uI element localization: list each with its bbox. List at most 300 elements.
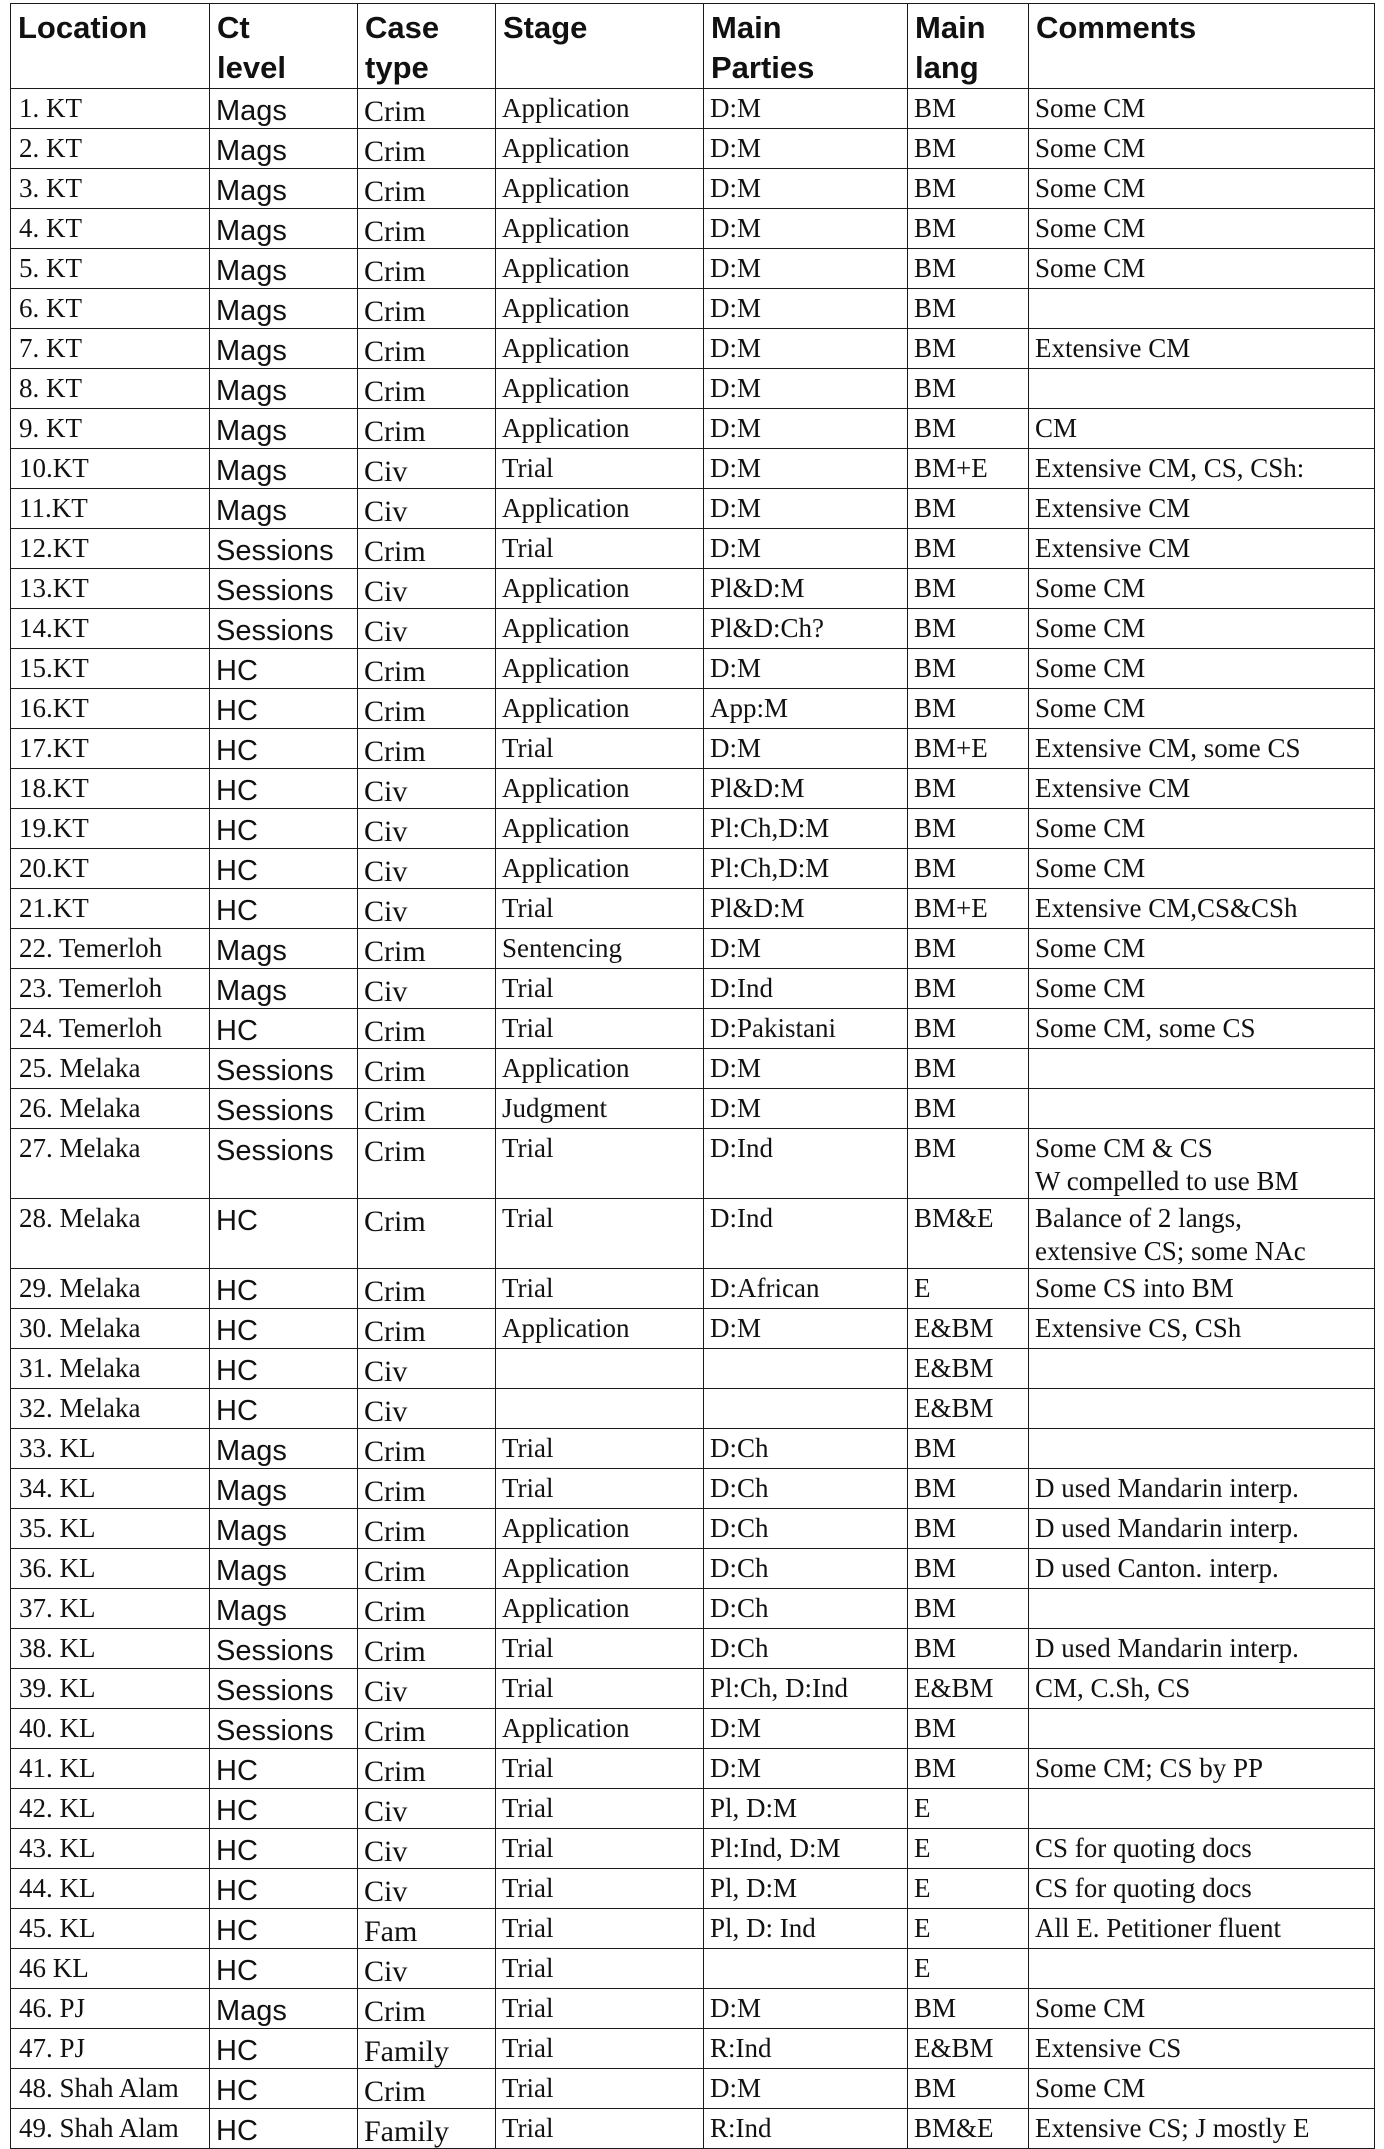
stage-cell: Trial xyxy=(496,889,704,929)
main-parties-cell: D:Ind xyxy=(704,1199,908,1269)
main-language-cell: BM xyxy=(908,689,1029,729)
stage-cell: Trial xyxy=(496,449,704,489)
main-language-cell: BM xyxy=(908,929,1029,969)
case-type-cell: Crim xyxy=(358,1629,496,1669)
location-cell: 27. Melaka xyxy=(11,1129,210,1199)
court-level-cell: HC xyxy=(210,689,358,729)
table-body xyxy=(11,89,1375,2149)
case-type-cell: Crim xyxy=(358,689,496,729)
court-level-cell: Sessions xyxy=(210,1709,358,1749)
location-cell: 43. KL xyxy=(11,1829,210,1869)
main-language-cell: E xyxy=(908,1909,1029,1949)
case-type-cell: Crim xyxy=(358,209,496,249)
location-cell: 25. Melaka xyxy=(11,1049,210,1089)
court-level-cell: Mags xyxy=(210,129,358,169)
comments-cell: Some CM xyxy=(1029,569,1375,609)
stage-cell: Application xyxy=(496,89,704,129)
comments-cell xyxy=(1029,1589,1375,1629)
table-row xyxy=(11,1749,1375,1789)
case-type-cell: Crim xyxy=(358,1509,496,1549)
location-cell: 32. Melaka xyxy=(11,1389,210,1429)
case-type-cell: Crim xyxy=(358,369,496,409)
table-row xyxy=(11,209,1375,249)
location-cell: 22. Temerloh xyxy=(11,929,210,969)
stage-cell: Application xyxy=(496,329,704,369)
main-language-cell: BM xyxy=(908,1549,1029,1589)
comments-cell: Some CM xyxy=(1029,689,1375,729)
main-parties-cell: Pl, D:M xyxy=(704,1869,908,1909)
main-parties-cell xyxy=(704,1349,908,1389)
court-level-cell: Sessions xyxy=(210,1129,358,1199)
stage-cell: Trial xyxy=(496,1469,704,1509)
court-level-cell: HC xyxy=(210,889,358,929)
comments-cell: Some CM & CS W compelled to use BM xyxy=(1029,1129,1375,1199)
table-row xyxy=(11,1989,1375,2029)
comments-cell: Some CM xyxy=(1029,89,1375,129)
comments-cell: Extensive CM,CS&CSh xyxy=(1029,889,1375,929)
column-header-stage: Stage xyxy=(496,4,704,89)
table-row xyxy=(11,569,1375,609)
main-language-cell: BM xyxy=(908,329,1029,369)
location-cell: 42. KL xyxy=(11,1789,210,1829)
court-level-cell: Mags xyxy=(210,1509,358,1549)
comments-cell: Some CM; CS by PP xyxy=(1029,1749,1375,1789)
location-cell: 45. KL xyxy=(11,1909,210,1949)
location-cell: 1. KT xyxy=(11,89,210,129)
location-cell: 5. KT xyxy=(11,249,210,289)
table-row xyxy=(11,689,1375,729)
comments-cell: Extensive CS, CSh xyxy=(1029,1309,1375,1349)
main-parties-cell: D:M xyxy=(704,1309,908,1349)
stage-cell: Application xyxy=(496,649,704,689)
main-language-cell: BM xyxy=(908,369,1029,409)
stage-cell: Trial xyxy=(496,1669,704,1709)
case-type-cell: Civ xyxy=(358,889,496,929)
comments-cell: Some CM, some CS xyxy=(1029,1009,1375,1049)
court-level-cell: HC xyxy=(210,2109,358,2149)
comments-cell xyxy=(1029,1429,1375,1469)
main-language-cell: BM xyxy=(908,89,1029,129)
case-type-cell: Family xyxy=(358,2029,496,2069)
main-parties-cell: Pl:Ind, D:M xyxy=(704,1829,908,1869)
main-parties-cell: D:M xyxy=(704,169,908,209)
main-language-cell: BM xyxy=(908,569,1029,609)
court-level-cell: Mags xyxy=(210,329,358,369)
main-language-cell: BM xyxy=(908,1749,1029,1789)
location-cell: 21.KT xyxy=(11,889,210,929)
court-level-cell: Mags xyxy=(210,489,358,529)
stage-cell: Trial xyxy=(496,1199,704,1269)
table-row xyxy=(11,609,1375,649)
comments-cell: D used Mandarin interp. xyxy=(1029,1509,1375,1549)
case-type-cell: Crim xyxy=(358,289,496,329)
comments-cell: Some CM xyxy=(1029,1989,1375,2029)
main-parties-cell: D:Ch xyxy=(704,1549,908,1589)
stage-cell: Application xyxy=(496,1549,704,1589)
stage-cell: Application xyxy=(496,1509,704,1549)
case-type-cell: Fam xyxy=(358,1909,496,1949)
main-parties-cell: D:M xyxy=(704,1749,908,1789)
table-row xyxy=(11,2109,1375,2149)
location-cell: 46 KL xyxy=(11,1949,210,1989)
table-row xyxy=(11,1869,1375,1909)
comments-cell xyxy=(1029,1389,1375,1429)
comments-cell: Some CM xyxy=(1029,209,1375,249)
main-parties-cell: D:M xyxy=(704,249,908,289)
comments-cell: Extensive CM, some CS xyxy=(1029,729,1375,769)
case-type-cell: Civ xyxy=(358,1789,496,1829)
comments-cell: Some CM xyxy=(1029,969,1375,1009)
location-cell: 2. KT xyxy=(11,129,210,169)
comments-cell xyxy=(1029,1789,1375,1829)
stage-cell: Application xyxy=(496,289,704,329)
main-language-cell: BM xyxy=(908,289,1029,329)
stage-cell: Application xyxy=(496,249,704,289)
header-row xyxy=(11,4,1375,89)
main-parties-cell: D:M xyxy=(704,449,908,489)
main-parties-cell: Pl:Ch,D:M xyxy=(704,809,908,849)
comments-cell xyxy=(1029,1089,1375,1129)
main-parties-cell: D:M xyxy=(704,929,908,969)
stage-cell: Application xyxy=(496,1709,704,1749)
case-type-cell: Civ xyxy=(358,849,496,889)
table-row xyxy=(11,129,1375,169)
main-language-cell: BM xyxy=(908,969,1029,1009)
comments-cell: All E. Petitioner fluent xyxy=(1029,1909,1375,1949)
main-language-cell: BM&E xyxy=(908,2109,1029,2149)
case-type-cell: Crim xyxy=(358,2069,496,2109)
main-parties-cell: D:M xyxy=(704,409,908,449)
case-type-cell: Crim xyxy=(358,529,496,569)
stage-cell: Trial xyxy=(496,1269,704,1309)
comments-cell: CS for quoting docs xyxy=(1029,1829,1375,1869)
location-cell: 29. Melaka xyxy=(11,1269,210,1309)
stage-cell: Trial xyxy=(496,1429,704,1469)
court-level-cell: Mags xyxy=(210,1989,358,2029)
case-type-cell: Crim xyxy=(358,1589,496,1629)
comments-cell: Some CM xyxy=(1029,609,1375,649)
main-parties-cell: D:Ch xyxy=(704,1509,908,1549)
table-row xyxy=(11,2069,1375,2109)
main-language-cell: BM xyxy=(908,529,1029,569)
main-language-cell: BM xyxy=(908,129,1029,169)
location-cell: 13.KT xyxy=(11,569,210,609)
court-level-cell: HC xyxy=(210,1269,358,1309)
table-row xyxy=(11,1389,1375,1429)
main-parties-cell: D:Ind xyxy=(704,969,908,1009)
location-cell: 41. KL xyxy=(11,1749,210,1789)
table-row xyxy=(11,1349,1375,1389)
main-language-cell: BM xyxy=(908,1989,1029,2029)
comments-cell: Some CM xyxy=(1029,849,1375,889)
case-type-cell: Civ xyxy=(358,609,496,649)
comments-cell: Extensive CM, CS, CSh: xyxy=(1029,449,1375,489)
comments-cell: Some CM xyxy=(1029,169,1375,209)
location-cell: 33. KL xyxy=(11,1429,210,1469)
main-language-cell: BM xyxy=(908,169,1029,209)
case-type-cell: Crim xyxy=(358,169,496,209)
location-cell: 14.KT xyxy=(11,609,210,649)
main-parties-cell: D:M xyxy=(704,1049,908,1089)
court-level-cell: Mags xyxy=(210,409,358,449)
main-parties-cell: Pl:Ch, D:Ind xyxy=(704,1669,908,1709)
stage-cell: Trial xyxy=(496,529,704,569)
location-cell: 16.KT xyxy=(11,689,210,729)
stage-cell: Application xyxy=(496,849,704,889)
location-cell: 8. KT xyxy=(11,369,210,409)
location-cell: 3. KT xyxy=(11,169,210,209)
main-language-cell: BM xyxy=(908,1629,1029,1669)
court-level-cell: HC xyxy=(210,1949,358,1989)
main-parties-cell: D:M xyxy=(704,529,908,569)
main-parties-cell xyxy=(704,1949,908,1989)
court-level-cell: HC xyxy=(210,1789,358,1829)
main-language-cell: E&BM xyxy=(908,1669,1029,1709)
location-cell: 28. Melaka xyxy=(11,1199,210,1269)
main-language-cell: E xyxy=(908,1829,1029,1869)
main-language-cell: E xyxy=(908,1869,1029,1909)
case-type-cell: Civ xyxy=(358,1389,496,1429)
court-level-cell: HC xyxy=(210,1199,358,1269)
case-type-cell: Family xyxy=(358,2109,496,2149)
location-cell: 23. Temerloh xyxy=(11,969,210,1009)
case-type-cell: Civ xyxy=(358,809,496,849)
table-row xyxy=(11,1269,1375,1309)
stage-cell: Trial xyxy=(496,969,704,1009)
main-language-cell: BM xyxy=(908,649,1029,689)
comments-cell xyxy=(1029,289,1375,329)
main-parties-cell: D:M xyxy=(704,369,908,409)
court-level-cell: Mags xyxy=(210,89,358,129)
comments-cell: Some CM xyxy=(1029,129,1375,169)
table-row xyxy=(11,1669,1375,1709)
location-cell: 35. KL xyxy=(11,1509,210,1549)
court-level-cell: HC xyxy=(210,849,358,889)
main-language-cell: BM xyxy=(908,1429,1029,1469)
court-level-cell: Sessions xyxy=(210,1049,358,1089)
case-type-cell: Crim xyxy=(358,249,496,289)
case-type-cell: Civ xyxy=(358,1669,496,1709)
table-row xyxy=(11,649,1375,689)
main-language-cell: E xyxy=(908,1789,1029,1829)
table-row xyxy=(11,489,1375,529)
court-level-cell: HC xyxy=(210,1009,358,1049)
main-parties-cell: D:M xyxy=(704,1089,908,1129)
table-row xyxy=(11,1469,1375,1509)
stage-cell: Application xyxy=(496,769,704,809)
table-row xyxy=(11,89,1375,129)
location-cell: 47. PJ xyxy=(11,2029,210,2069)
court-level-cell: HC xyxy=(210,1909,358,1949)
stage-cell: Trial xyxy=(496,1749,704,1789)
table-row xyxy=(11,929,1375,969)
court-level-cell: Mags xyxy=(210,1469,358,1509)
case-type-cell: Crim xyxy=(358,1309,496,1349)
comments-cell xyxy=(1029,1949,1375,1989)
case-type-cell: Civ xyxy=(358,1869,496,1909)
main-parties-cell: D:Ch xyxy=(704,1589,908,1629)
main-parties-cell: Pl&D:M xyxy=(704,769,908,809)
location-cell: 44. KL xyxy=(11,1869,210,1909)
main-parties-cell: D:Ch xyxy=(704,1429,908,1469)
case-type-cell: Crim xyxy=(358,1199,496,1269)
case-type-cell: Crim xyxy=(358,1749,496,1789)
court-level-cell: Mags xyxy=(210,249,358,289)
table-row xyxy=(11,1589,1375,1629)
court-level-cell: Mags xyxy=(210,1549,358,1589)
stage-cell: Application xyxy=(496,1049,704,1089)
stage-cell: Application xyxy=(496,489,704,529)
case-type-cell: Crim xyxy=(358,1549,496,1589)
main-parties-cell: D:M xyxy=(704,89,908,129)
case-type-cell: Crim xyxy=(358,929,496,969)
main-parties-cell: Pl&D:M xyxy=(704,569,908,609)
case-type-cell: Crim xyxy=(358,729,496,769)
main-parties-cell: D:M xyxy=(704,1989,908,2029)
case-type-cell: Crim xyxy=(358,129,496,169)
location-cell: 11.KT xyxy=(11,489,210,529)
location-cell: 49. Shah Alam xyxy=(11,2109,210,2149)
main-parties-cell: Pl, D: Ind xyxy=(704,1909,908,1949)
main-language-cell: BM xyxy=(908,489,1029,529)
stage-cell: Application xyxy=(496,409,704,449)
table-row xyxy=(11,1429,1375,1469)
court-level-cell: Sessions xyxy=(210,609,358,649)
main-language-cell: BM xyxy=(908,809,1029,849)
court-level-cell: Sessions xyxy=(210,1089,358,1129)
location-cell: 12.KT xyxy=(11,529,210,569)
stage-cell: Sentencing xyxy=(496,929,704,969)
stage-cell: Application xyxy=(496,169,704,209)
column-header-main-language: Main lang xyxy=(908,4,1029,89)
stage-cell: Trial xyxy=(496,729,704,769)
location-cell: 37. KL xyxy=(11,1589,210,1629)
court-level-cell: HC xyxy=(210,1389,358,1429)
court-level-cell: HC xyxy=(210,1869,358,1909)
table-row xyxy=(11,1949,1375,1989)
main-language-cell: BM xyxy=(908,209,1029,249)
stage-cell: Trial xyxy=(496,1009,704,1049)
case-type-cell: Crim xyxy=(358,1709,496,1749)
comments-cell: Some CM xyxy=(1029,2069,1375,2109)
comments-cell: Extensive CS xyxy=(1029,2029,1375,2069)
main-parties-cell: D:M xyxy=(704,329,908,369)
table-row xyxy=(11,1049,1375,1089)
table-row xyxy=(11,969,1375,1009)
main-language-cell: BM xyxy=(908,1709,1029,1749)
main-language-cell: BM+E xyxy=(908,449,1029,489)
comments-cell xyxy=(1029,1349,1375,1389)
court-level-cell: HC xyxy=(210,769,358,809)
court-level-cell: HC xyxy=(210,649,358,689)
case-type-cell: Crim xyxy=(358,1989,496,2029)
table-row xyxy=(11,1829,1375,1869)
comments-cell: Some CM xyxy=(1029,649,1375,689)
stage-cell: Trial xyxy=(496,1989,704,2029)
table-row xyxy=(11,1089,1375,1129)
main-parties-cell: Pl&D:M xyxy=(704,889,908,929)
case-type-cell: Civ xyxy=(358,1829,496,1869)
comments-cell: D used Canton. interp. xyxy=(1029,1549,1375,1589)
main-language-cell: E xyxy=(908,1949,1029,1989)
table-row xyxy=(11,1549,1375,1589)
main-language-cell: E&BM xyxy=(908,2029,1029,2069)
main-language-cell: BM xyxy=(908,1469,1029,1509)
main-parties-cell: D:M xyxy=(704,649,908,689)
column-header-main-parties: Main Parties xyxy=(704,4,908,89)
court-level-cell: Mags xyxy=(210,209,358,249)
main-language-cell: BM xyxy=(908,1509,1029,1549)
comments-cell: Some CM xyxy=(1029,249,1375,289)
case-type-cell: Crim xyxy=(358,1089,496,1129)
table-row xyxy=(11,769,1375,809)
stage-cell xyxy=(496,1349,704,1389)
location-cell: 15.KT xyxy=(11,649,210,689)
stage-cell: Trial xyxy=(496,1789,704,1829)
stage-cell: Trial xyxy=(496,1829,704,1869)
comments-cell: Extensive CM xyxy=(1029,529,1375,569)
table-row xyxy=(11,289,1375,329)
location-cell: 36. KL xyxy=(11,1549,210,1589)
main-parties-cell: D:Ch xyxy=(704,1629,908,1669)
comments-cell: Some CM xyxy=(1029,929,1375,969)
main-language-cell: BM xyxy=(908,1589,1029,1629)
table-row xyxy=(11,1509,1375,1549)
case-type-cell: Crim xyxy=(358,1469,496,1509)
court-level-cell: Mags xyxy=(210,289,358,329)
main-language-cell: BM xyxy=(908,769,1029,809)
court-level-cell: HC xyxy=(210,809,358,849)
court-level-cell: Sessions xyxy=(210,569,358,609)
location-cell: 6. KT xyxy=(11,289,210,329)
stage-cell: Trial xyxy=(496,1869,704,1909)
court-level-cell: Mags xyxy=(210,369,358,409)
stage-cell: Trial xyxy=(496,1949,704,1989)
table-row xyxy=(11,809,1375,849)
court-level-cell: Mags xyxy=(210,969,358,1009)
main-parties-cell: D:M xyxy=(704,489,908,529)
main-parties-cell: D:M xyxy=(704,209,908,249)
table-row xyxy=(11,1199,1375,1269)
main-language-cell: BM+E xyxy=(908,729,1029,769)
table-row xyxy=(11,1909,1375,1949)
stage-cell: Trial xyxy=(496,2029,704,2069)
comments-cell xyxy=(1029,1709,1375,1749)
court-level-cell: Mags xyxy=(210,449,358,489)
case-type-cell: Crim xyxy=(358,409,496,449)
location-cell: 10.KT xyxy=(11,449,210,489)
stage-cell xyxy=(496,1389,704,1429)
main-parties-cell: Pl, D:M xyxy=(704,1789,908,1829)
table-row xyxy=(11,249,1375,289)
stage-cell: Trial xyxy=(496,1909,704,1949)
stage-cell: Application xyxy=(496,209,704,249)
main-parties-cell: R:Ind xyxy=(704,2029,908,2069)
table-row xyxy=(11,449,1375,489)
location-cell: 26. Melaka xyxy=(11,1089,210,1129)
main-language-cell: BM xyxy=(908,409,1029,449)
location-cell: 24. Temerloh xyxy=(11,1009,210,1049)
main-language-cell: BM xyxy=(908,1089,1029,1129)
case-type-cell: Crim xyxy=(358,1129,496,1199)
main-parties-cell: App:M xyxy=(704,689,908,729)
court-level-cell: HC xyxy=(210,2069,358,2109)
comments-cell: Extensive CM xyxy=(1029,489,1375,529)
stage-cell: Trial xyxy=(496,1129,704,1199)
comments-cell: CM xyxy=(1029,409,1375,449)
main-parties-cell: D:M xyxy=(704,1709,908,1749)
location-cell: 31. Melaka xyxy=(11,1349,210,1389)
